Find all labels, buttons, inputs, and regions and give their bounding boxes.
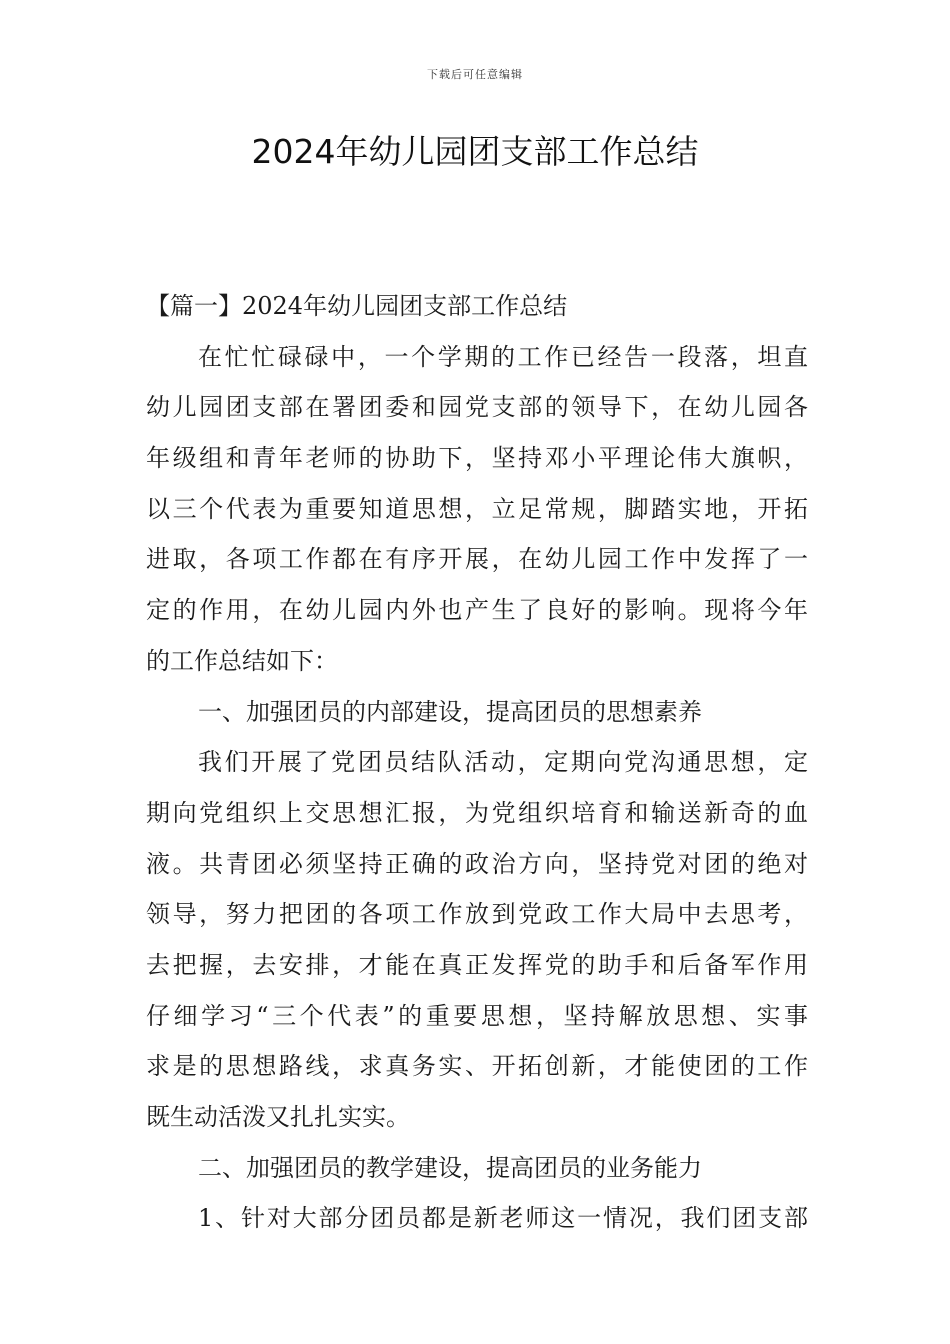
body-line: 1、针对大部分团员都是新老师这一情况，我们团支部 xyxy=(198,1204,808,1233)
body-line: 年级组和青年老师的协助下，坚持邓小平理论伟大旗帜， xyxy=(146,444,808,473)
section-heading: 一、加强团员的内部建设，提高团员的思想素养 xyxy=(198,697,702,726)
body-line: 幼儿园团支部在署团委和园党支部的领导下，在幼儿园各 xyxy=(146,393,808,422)
body-line: 仔细学习“三个代表”的重要思想，坚持解放思想、实事 xyxy=(146,1001,808,1030)
body-line: 我们开展了党团员结队活动，定期向党沟通思想，定 xyxy=(198,748,808,777)
document-body xyxy=(146,281,808,1244)
document-title: 2024年幼儿园团支部工作总结 xyxy=(251,132,699,171)
body-line: 以三个代表为重要知道思想，立足常规，脚踏实地，开拓 xyxy=(146,494,808,523)
body-line: 求是的思想路线，求真务实、开拓创新，才能使团的工作 xyxy=(146,1052,808,1081)
body-line: 在忙忙碌碌中，一个学期的工作已经告一段落，坦直 xyxy=(198,342,808,371)
body-line: 期向党组织上交思想汇报，为党组织培育和输送新奇的血 xyxy=(146,798,808,827)
section-heading: 二、加强团员的教学建设，提高团员的业务能力 xyxy=(198,1153,702,1182)
body-line: 定的作用，在幼儿园内外也产生了良好的影响。现将今年 xyxy=(146,596,808,625)
body-line: 既生动活泼又扎扎实实。 xyxy=(146,1103,410,1131)
header-note: 下载后可任意编辑 xyxy=(427,68,523,81)
body-line: 领导，努力把团的各项工作放到党政工作大局中去思考， xyxy=(146,900,808,929)
body-line: 液。共青团必须坚持正确的政治方向，坚持党对团的绝对 xyxy=(146,849,808,878)
body-line: 【篇一】2024年幼儿园团支部工作总结 xyxy=(146,292,568,320)
body-line: 进取，各项工作都在有序开展，在幼儿园工作中发挥了一 xyxy=(146,545,808,574)
body-line: 去把握，去安排，才能在真正发挥党的助手和后备军作用 xyxy=(146,950,808,979)
body-line: 的工作总结如下： xyxy=(146,646,338,675)
